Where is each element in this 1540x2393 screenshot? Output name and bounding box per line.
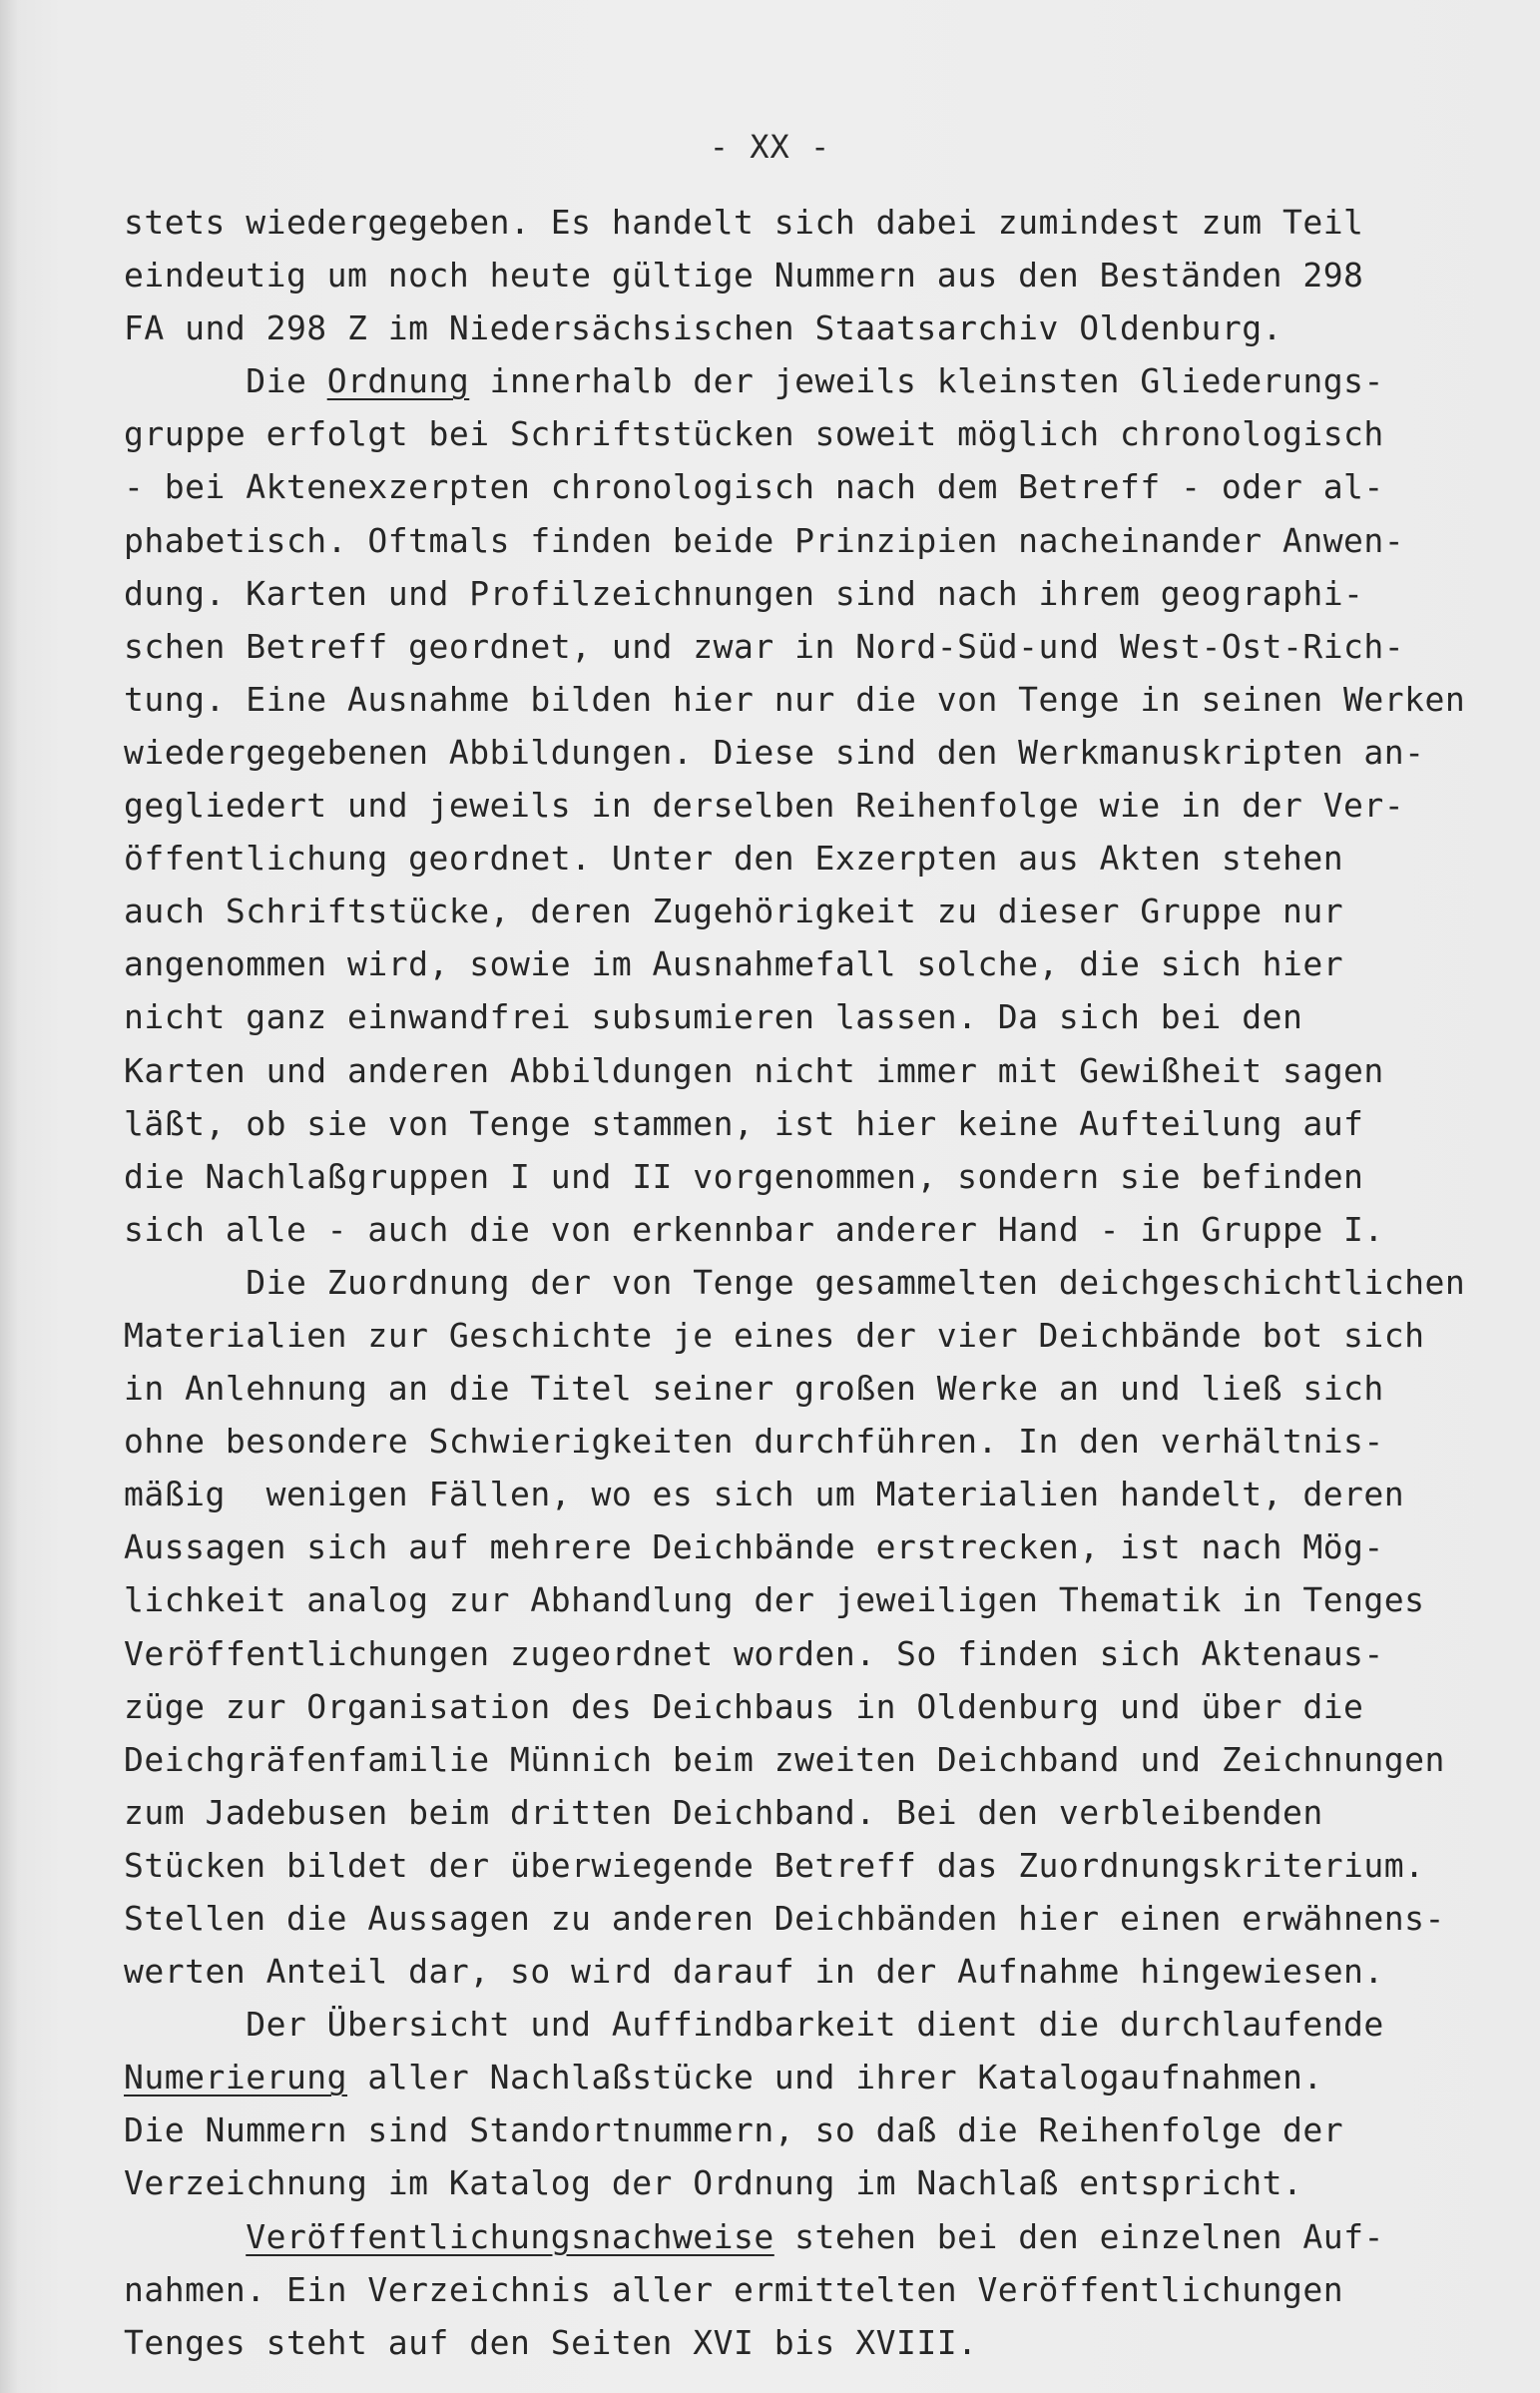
text-line <box>124 2051 1540 2103</box>
text-line: FA und 298 Z im Niedersächsischen Staatsarchiv Oldenburg. <box>124 308 1283 348</box>
text-line: nicht ganz einwandfrei subsumieren lassen. Da sich bei den <box>124 997 1303 1037</box>
body-text <box>124 196 1540 2369</box>
text-line: wiedergegebenen Abbildungen. Diese sind den Werkmanuskripten an- <box>124 732 1425 772</box>
text-line: Verzeichnung im Katalog der Ordnung im Nachlaß entspricht. <box>124 2163 1303 2203</box>
text-line: Tenges steht auf den Seiten XVI bis XVIII. <box>124 2322 978 2362</box>
underlined-term: Veröffentlichungsnachweise <box>246 2216 774 2256</box>
text-line: Deichgräfenfamilie Münnich beim zweiten Deichband und Zeichnungen <box>124 1739 1445 1779</box>
text-line: Die Zuordnung der von Tenge gesammelten deichgeschichtlichen <box>124 1262 1466 1302</box>
text-line: nahmen. Ein Verzeichnis aller ermittelten Veröffentlichungen <box>124 2269 1344 2309</box>
text-line: Materialien zur Geschichte je eines der vier Deichbände bot sich <box>124 1315 1425 1355</box>
text-line: angenommen wird, sowie im Ausnahmefall solche, die sich hier <box>124 944 1344 984</box>
text-line: Stellen die Aussagen zu anderen Deichbänden hier einen erwähnens- <box>124 1899 1445 1938</box>
text-line: Die Nummern sind Standortnummern, so daß die Reihenfolge der <box>124 2110 1344 2150</box>
text-line: züge zur Organisation des Deichbaus in Oldenburg und über die <box>124 1686 1364 1726</box>
line-text: aller Nachlaßstücke und ihrer Katalogaufnahmen. <box>347 2058 1323 2097</box>
line-text: innerhalb der jeweils kleinsten Gliederungs- <box>469 361 1384 401</box>
text-line: sich alle - auch die von erkennbar anderer Hand - in Gruppe I. <box>124 1209 1384 1249</box>
text-line <box>124 354 1540 407</box>
text-line: eindeutig um noch heute gültige Nummern aus den Beständen 298 <box>124 256 1364 296</box>
text-line: dung. Karten und Profilzeichnungen sind nach ihrem geographi- <box>124 573 1364 613</box>
line-text: stehen bei den einzelnen Auf- <box>773 2216 1384 2256</box>
line-text <box>124 2217 246 2256</box>
text-line <box>124 2210 1540 2263</box>
text-line: läßt, ob sie von Tenge stammen, ist hier keine Aufteilung auf <box>124 1103 1364 1143</box>
text-line: mäßig wenigen Fällen, wo es sich um Materialien handelt, deren <box>124 1475 1405 1514</box>
text-line: Veröffentlichungen zugeordnet worden. So finden sich Aktenaus- <box>124 1633 1384 1673</box>
text-line: Karten und anderen Abbildungen nicht immer mit Gewißheit sagen <box>124 1050 1384 1090</box>
text-line: phabetisch. Oftmals finden beide Prinzipien nacheinander Anwen- <box>124 520 1405 560</box>
text-line: Der Übersicht und Auffindbarkeit dient die durchlaufende <box>124 2005 1384 2045</box>
text-line: zum Jadebusen beim dritten Deichband. Bei den verbleibenden <box>124 1792 1323 1832</box>
text-line: gruppe erfolgt bei Schriftstücken soweit möglich chronologisch <box>124 414 1384 454</box>
text-line: Stücken bildet der überwiegende Betreff das Zuordnungskriterium. <box>124 1845 1425 1885</box>
underlined-term: Numerierung <box>124 2058 348 2097</box>
text-line: stets wiedergegeben. Es handelt sich dabei zumindest zum Teil <box>124 203 1364 242</box>
text-line: Aussagen sich auf mehrere Deichbände erstrecken, ist nach Mög- <box>124 1527 1384 1567</box>
text-line: - bei Aktenexzerpten chronologisch nach dem Betreff - oder al- <box>124 467 1384 507</box>
page-number: - XX - <box>709 128 831 166</box>
text-line: schen Betreff geordnet, und zwar in Nord-Süd-und West-Ost-Rich- <box>124 626 1405 666</box>
text-line: öffentlichung geordnet. Unter den Exzerpten aus Akten stehen <box>124 839 1344 879</box>
text-line: ohne besondere Schwierigkeiten durchführen. In den verhältnis- <box>124 1422 1384 1462</box>
text-line: lichkeit analog zur Abhandlung der jeweiligen Thematik in Tenges <box>124 1580 1425 1620</box>
text-line: tung. Eine Ausnahme bilden hier nur die von Tenge in seinen Werken <box>124 679 1466 719</box>
text-line: werten Anteil dar, so wird darauf in der Aufnahme hingewiesen. <box>124 1952 1384 1992</box>
text-line: gegliedert und jeweils in derselben Reihenfolge wie in der Ver- <box>124 786 1405 826</box>
text-line: in Anlehnung an die Titel seiner großen Werke an und ließ sich <box>124 1369 1384 1409</box>
underlined-term: Ordnung <box>326 361 470 401</box>
text-line: die Nachlaßgruppen I und II vorgenommen, sondern sie befinden <box>124 1156 1364 1196</box>
line-text: Die <box>124 361 327 401</box>
page-edge <box>0 0 18 2393</box>
text-line: auch Schriftstücke, deren Zugehörigkeit zu dieser Gruppe nur <box>124 892 1344 931</box>
